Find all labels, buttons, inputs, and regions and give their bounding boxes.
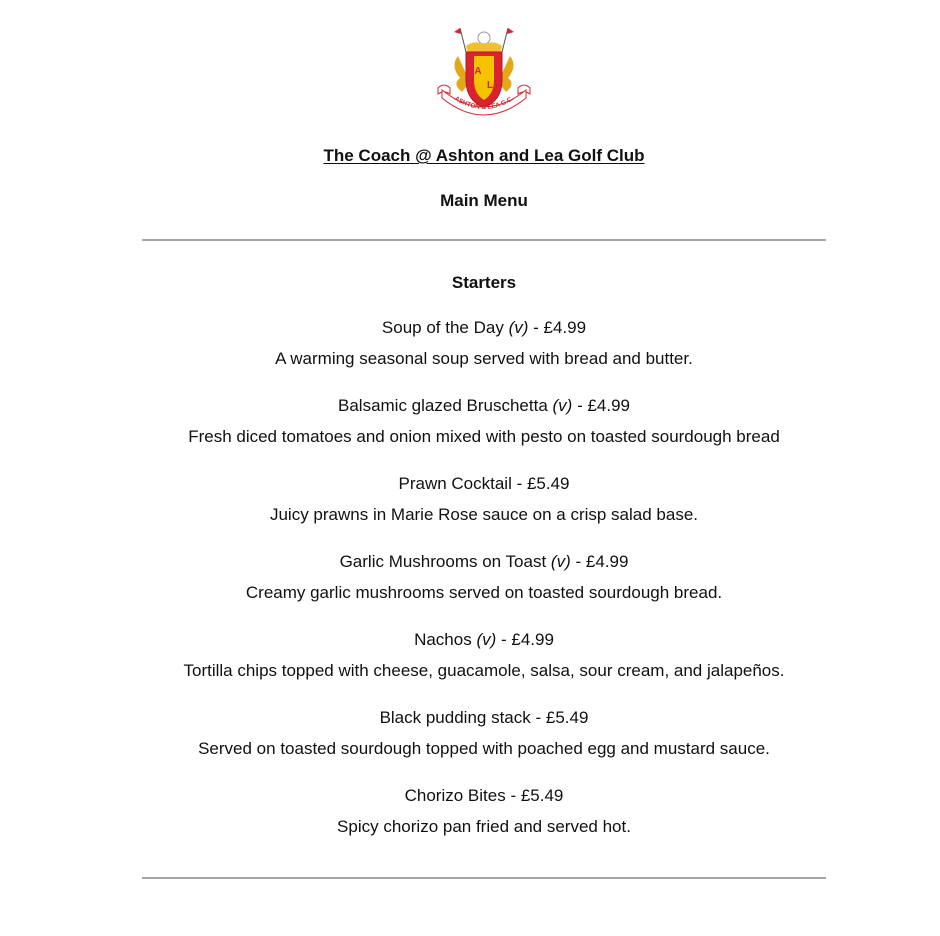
section-title-starters: Starters bbox=[451, 273, 517, 292]
menu-item bbox=[0, 394, 940, 472]
crest-ribbon-text: ASHTON & LEA G.C. bbox=[453, 95, 515, 112]
menu-item-heading: Chorizo Bites - £5.49 bbox=[404, 786, 564, 805]
menu-item-description: Spicy chorizo pan fried and served hot. bbox=[337, 817, 631, 836]
menu-item-price: £5.49 bbox=[545, 708, 589, 727]
menu-item-price: £4.99 bbox=[587, 396, 630, 415]
menu-item bbox=[0, 706, 940, 784]
menu-item-name: Garlic Mushrooms on Toast bbox=[339, 552, 547, 571]
menu-item-price: £5.49 bbox=[526, 474, 570, 493]
menu-item-price: £5.49 bbox=[520, 786, 564, 805]
menu-item-name: Nachos bbox=[414, 630, 472, 649]
club-title: The Coach @ Ashton and Lea Golf Club bbox=[323, 146, 645, 165]
menu-item-heading: Prawn Cocktail - £5.49 bbox=[398, 474, 570, 493]
menu-item-name: Black pudding stack bbox=[379, 708, 531, 727]
menu-item-description: Tortilla chips topped with cheese, guacamole, salsa, sour cream, and jalapeños. bbox=[183, 661, 785, 680]
menu-item-price: £4.99 bbox=[585, 552, 629, 571]
vegetarian-mark: (v) bbox=[508, 318, 529, 337]
menu-item-description: A warming seasonal soup served with bread and butter. bbox=[275, 349, 693, 368]
bottom-divider bbox=[142, 877, 826, 879]
menu-item-heading: Black pudding stack - £5.49 bbox=[379, 708, 589, 727]
menu-item-name: Balsamic glazed Bruschetta bbox=[338, 396, 548, 415]
menu-item bbox=[0, 784, 940, 862]
menu-item bbox=[0, 316, 940, 394]
menu-item-heading: Nachos (v) - £4.99 bbox=[414, 630, 554, 649]
crest-letter-a: A bbox=[474, 66, 482, 77]
menu-item-description: Creamy garlic mushrooms served on toasted sourdough bread. bbox=[245, 583, 723, 602]
vegetarian-mark: (v) bbox=[476, 630, 497, 649]
menu-item-price: £4.99 bbox=[511, 630, 554, 649]
menu-item-heading: Balsamic glazed Bruschetta (v) - £4.99 bbox=[338, 396, 630, 415]
menu-item-description: Juicy prawns in Marie Rose sauce on a crisp salad base. bbox=[269, 505, 699, 524]
menu-item-description: Served on toasted sourdough topped with poached egg and mustard sauce. bbox=[198, 739, 770, 758]
menu-item bbox=[0, 550, 940, 628]
menu-item bbox=[0, 628, 940, 706]
club-crest-logo bbox=[430, 22, 538, 126]
vegetarian-mark: (v) bbox=[550, 552, 571, 571]
menu-item bbox=[0, 472, 940, 550]
menu-item-price: £4.99 bbox=[543, 318, 587, 337]
menu-item-heading: Garlic Mushrooms on Toast (v) - £4.99 bbox=[339, 552, 629, 571]
crest-letter-l: L bbox=[486, 80, 494, 91]
vegetarian-mark: (v) bbox=[552, 396, 573, 415]
menu-item-name: Prawn Cocktail bbox=[398, 474, 512, 493]
starters-list bbox=[0, 316, 940, 862]
menu-item-description: Fresh diced tomatoes and onion mixed with pesto on toasted sourdough bread bbox=[188, 427, 780, 446]
menu-item-name: Soup of the Day bbox=[381, 318, 504, 337]
menu-item-heading: Soup of the Day (v) - £4.99 bbox=[381, 318, 587, 337]
menu-title: Main Menu bbox=[440, 191, 528, 210]
top-divider bbox=[142, 239, 826, 241]
menu-item-name: Chorizo Bites bbox=[404, 786, 506, 805]
